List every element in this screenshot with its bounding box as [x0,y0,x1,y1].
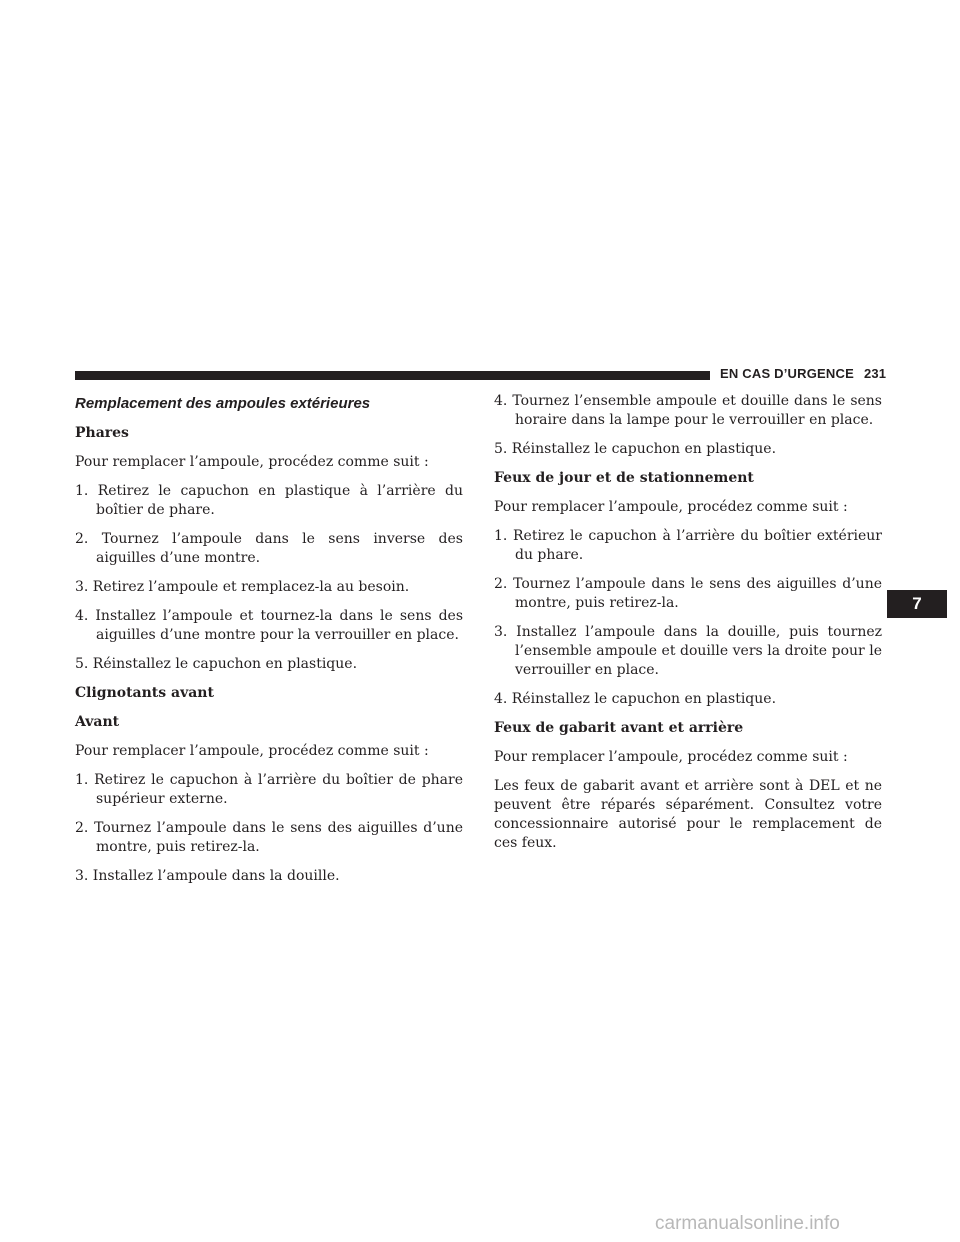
running-header [720,366,886,381]
section-title: Remplacement des ampoules extérieures [75,395,371,412]
list-item: 2. Tournez l’ampoule dans le sens inverse des aiguilles d’une montre. [75,531,463,566]
left-column [75,392,463,896]
list-item: 2. Tournez l’ampoule dans le sens des aiguilles d’une montre, puis retirez-la. [75,820,463,855]
continued-steps [494,392,882,459]
header-rule [75,371,710,380]
list-item: 5. Réinstallez le capuchon en plastique. [494,441,777,457]
clignotants-heading: Clignotants avant [75,685,214,701]
list-item: 5. Réinstallez le capuchon en plastique. [75,656,358,672]
feux-gabarit-heading: Feux de gabarit avant et arrière [494,720,744,736]
watermark: carmanualsonline.info [655,1213,840,1234]
phares-heading: Phares [75,425,129,441]
phares-intro: Pour remplacer l’ampoule, procédez comme suit : [75,454,429,470]
list-item: 2. Tournez l’ampoule dans le sens des aiguilles d’une montre, puis retirez-la. [494,576,882,611]
chapter-tab: 7 [887,590,947,618]
list-item: 3. Retirez l’ampoule et remplacez-la au besoin. [75,579,410,595]
feux-jour-intro: Pour remplacer l’ampoule, procédez comme suit : [494,499,848,515]
avant-subheading: Avant [75,714,120,730]
clignotants-steps [75,771,463,886]
list-item: 1. Retirez le capuchon à l’arrière du boîtier de phare supérieur externe. [75,772,463,807]
list-item: 3. Installez l’ampoule dans la douille, puis tournez l’ensemble ampoule et douille vers la droite pour le verrouiller en place. [494,624,882,678]
list-item: 1. Retirez le capuchon en plastique à l’arrière du boîtier de phare. [75,483,463,518]
feux-jour-heading: Feux de jour et de stationnement [494,470,754,486]
list-item: 1. Retirez le capuchon à l’arrière du boîtier extérieur du phare. [494,528,882,563]
header-section-title: EN CAS D’URGENCE [720,366,854,381]
list-item: 3. Installez l’ampoule dans la douille. [75,868,340,884]
feux-gabarit-body: Les feux de gabarit avant et arrière sont à DEL et ne peuvent être réparés séparément. Consultez votre concessionnaire autorisé pour le remplacement de ces feux. [494,778,882,851]
phares-steps [75,482,463,674]
list-item: 4. Tournez l’ensemble ampoule et douille dans le sens horaire dans la lampe pour le verrouiller en place. [494,393,882,428]
list-item: 4. Réinstallez le capuchon en plastique. [494,691,777,707]
page-number: 231 [863,366,887,381]
feux-jour-steps [494,527,882,709]
clignotants-intro: Pour remplacer l’ampoule, procédez comme suit : [75,743,429,759]
feux-gabarit-intro: Pour remplacer l’ampoule, procédez comme suit : [494,749,848,765]
right-column [494,392,882,863]
list-item: 4. Installez l’ampoule et tournez-la dans le sens des aiguilles d’une montre pour la verrouiller en place. [75,608,463,643]
